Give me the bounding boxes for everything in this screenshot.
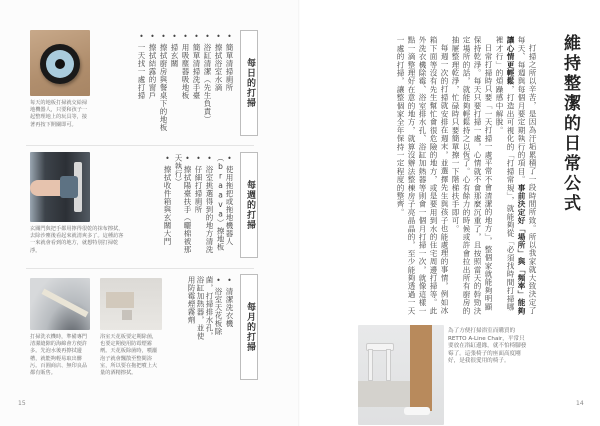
list-item: • 清潔洗衣機: [225, 276, 234, 346]
daily-cleaning-section: [26, 28, 278, 140]
bath-photo-caption: 浴室天花板要定期除菌，也要定期使用防霉煙霧劑。天花板除菌時，噴灑泡子就會飄散至整間浴室，所以要在拖把噴上大量的酒精擦拭。: [100, 334, 158, 377]
page-title: 維持整潔的日常公式: [560, 34, 580, 214]
paragraph: 每週一次的打掃就安排在週末，並選擇先生與孩子也能處理的事情，例如冰箱下面等沒有先生幫忙會很危險的地方，或是要用到水的住宅周邊打掃等。此外洗衣機除霉、浴室排水孔、浴缸加熱器等則會一個月打掃一次，就像這樣一點一滴整理好在意的地方，就算沒辦法整棟房子亮晶晶的，至少能夠透過一天一處的打掃，讓整個家全年保持一定程度的整齊。: [396, 36, 449, 315]
right-page: [300, 0, 600, 426]
section-divider: [26, 145, 254, 146]
chair-photo-caption: 為了方便打掃浴室而購買的RETTO A-Line Chair，平常只要放在浴缸邊緣，就不怕椅腳發霉了。這張椅子的座面高度剛好，是我很愛用的椅子。: [448, 328, 527, 365]
emphasis-text: 事前決定好「場所」與「頻率」能夠讓心情更輕鬆: [506, 36, 526, 315]
list-item: • 使用拖把或拖地機器人（braava）擦地板: [216, 154, 234, 258]
weekly-label-box: [240, 152, 258, 258]
list-item: • 擦拭廚房與餐桌下的地板: [159, 32, 168, 136]
page-number-left: 15: [18, 400, 26, 407]
monthly-task-list: [187, 276, 234, 346]
list-item: • 浴室天花板除菌，打掃排水孔，浴缸加熱器，並使用防霉煙霧劑: [187, 276, 223, 346]
monthly-label: 每月的打掃: [244, 302, 255, 352]
list-item: • 仔細打掃廁所: [194, 154, 203, 258]
weekly-task-list: [163, 154, 234, 258]
weekly-label: 每週的打掃: [244, 180, 255, 230]
list-item: • 用吸塵器吸地板: [181, 32, 190, 136]
list-item: • 掃玄關: [170, 32, 179, 136]
weekly-cleaning-section: [26, 150, 278, 262]
monthly-label-box: [240, 274, 258, 380]
list-item: • 簡單清掃廁所: [225, 32, 234, 136]
daily-label-box: [240, 30, 258, 136]
monthly-cleaning-section: [26, 272, 278, 390]
weekly-photo-caption: 玄關門與把手都用擰得很乾的抹布擦拭，去除沙塵後看起來就清爽多了。這種訪客一來就會看到的地方，就想特別打掃乾淨。: [30, 226, 124, 254]
list-item: • 擦拭陽臺扶手（曬棉被那天執行）: [174, 154, 192, 258]
list-item: • 浴室挑選得到的地方清洗: [205, 154, 214, 258]
body-text: [395, 36, 538, 318]
daily-label: 每日的打掃: [244, 58, 255, 108]
daily-task-list: [137, 32, 234, 136]
list-item: • 一天找一處打掃: [137, 32, 146, 136]
list-item: • 浴缸清潔（先生負責）: [203, 32, 212, 136]
washer-photo-caption: 打掃洗衣機時，準備專門清潔縫隙的海綿會方便許多。先泡水後再擦拭邊槽，就能夠輕易取出髒污。百圓商店、無印良品都有販售。: [30, 334, 88, 377]
list-item: • 簡單清掃洗手臺: [192, 32, 201, 136]
paragraph: 日常打掃時只要「一天打掃一處平常不會清潔的地方」，整個家就能夠明顯保持乾淨。每天只要打掃一處，心情就不會那麼沉重了，且按照當天的幹勁決定場所的話，就能夠輕鬆持之以恆了。心有餘力的時候或許會拉出所有廚房的抽屜整理乾淨，忙碌時只要簡單擦一下階梯扶手即可。: [451, 36, 493, 315]
bath-chair-photo: [358, 325, 444, 425]
list-item: • 擦拭結露的窗戶: [148, 32, 157, 136]
list-item: • 擦拭收件箱與玄關大門: [163, 154, 172, 258]
list-item: • 擦拭浴室水滴: [214, 32, 223, 136]
paragraph: 打掃之所以辛苦，是因為汙垢累積了一段時間所致。所以我家就大致決定了每天、每週與每個月要定期執行的項目。事前決定好「場所」與「頻率」能夠讓心情更輕鬆，打造出可視化的「打掃常規」，就能夠從「必須找時間打掃哪裡才行」的煩躁感中解脫。: [495, 36, 537, 315]
daily-photo-caption: 每天的地板打掃就交給掃地機器人，只要和孩子一起整理地上的玩具等，接著再按下開關即可。: [30, 100, 88, 128]
section-divider: [26, 268, 254, 269]
page-number-right: 14: [576, 400, 584, 407]
